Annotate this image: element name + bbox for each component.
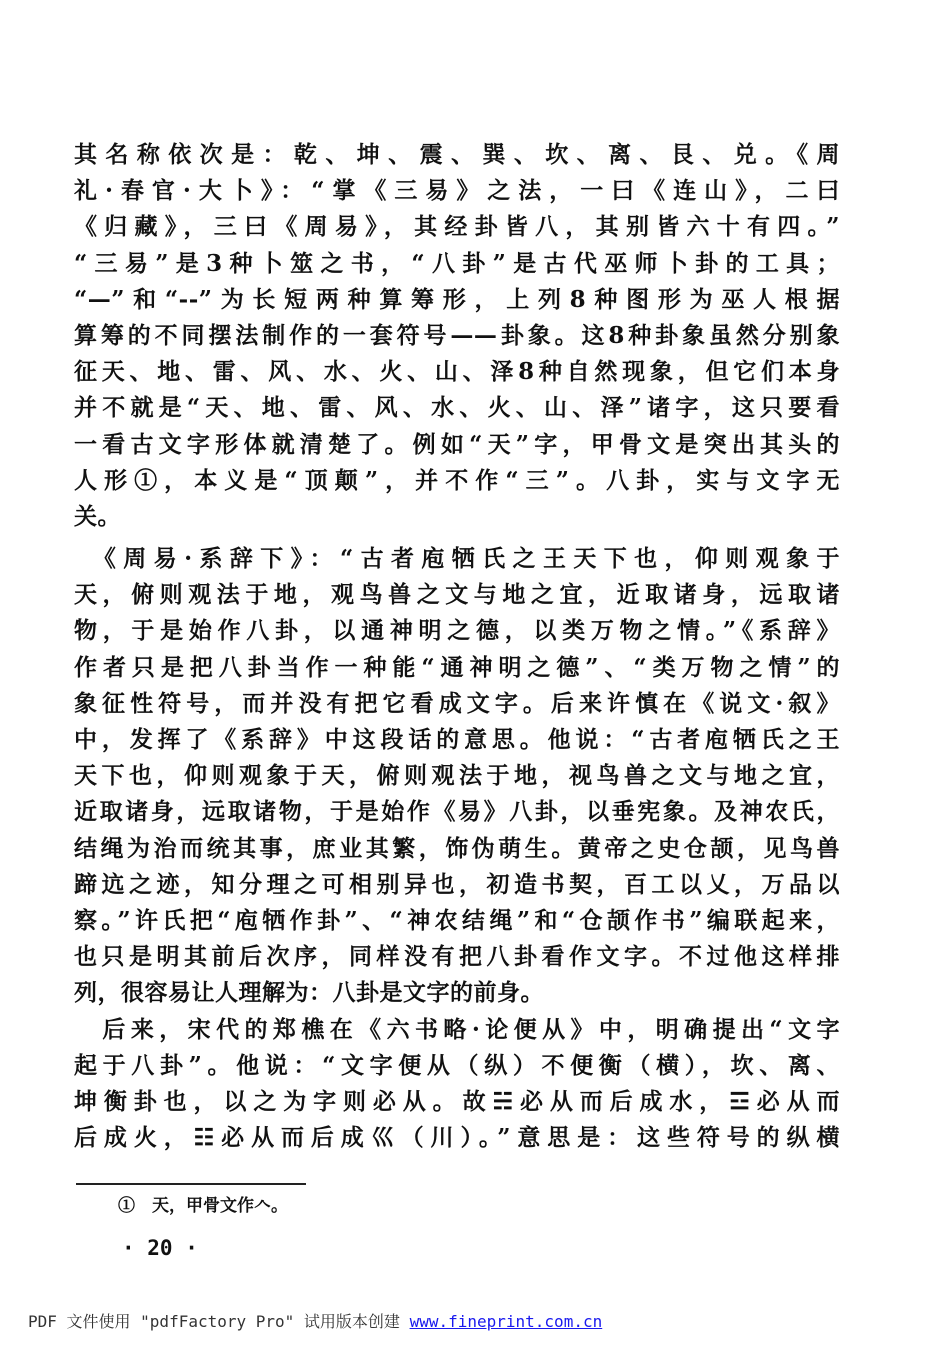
watermark-text: PDF 文件使用 "pdfFactory Pro" 试用版本创建 (28, 1312, 410, 1331)
paragraph-3 (74, 1012, 840, 1157)
text-line: 礼·春官·大卜》：“掌《三易》之法，一曰《连山》，二曰 (74, 177, 840, 205)
page-body (74, 137, 840, 1156)
text-line: 也只是明其前后次序，同样没有把八卦看作文字。不过他这样排 (74, 943, 840, 971)
text-line: 列，很容易让人理解为：八卦是文字的前身。 (74, 979, 544, 1007)
text-line: 《周易·系辞下》：“古者庖牺氏之王天下也，仰则观象于 (74, 545, 840, 573)
text-line: 起于八卦”。他说：“文字便从（纵）不便衡（横），坎、离、 (74, 1051, 840, 1079)
text-line: 察。”许氏把“庖牺作卦”、“神农结绳”和“仓颉作书”编联起来， (74, 906, 840, 934)
text-line: 天，俯则观法于地，观鸟兽之文与地之宜，近取诸身，远取诸 (74, 581, 840, 609)
text-line: 关。 (74, 502, 121, 530)
text-line: 结绳为治而统其事，庶业其繁，饰伪萌生。黄帝之史仓颉，见鸟兽 (74, 834, 840, 862)
paragraph-2 (74, 541, 840, 1011)
page-number: · 20 · (122, 1236, 198, 1260)
text-line: 作者只是把八卦当作一种能“通神明之德”、“类万物之情”的 (74, 653, 840, 681)
watermark-link[interactable]: www.fineprint.com.cn (409, 1312, 603, 1331)
text-line: 算筹的不同摆法制作的一套符号——卦象。这8种卦象虽然分别象 (74, 321, 840, 349)
text-line: 一看古文字形体就清楚了。例如“天”字，甲骨文是突出其头的 (74, 430, 840, 458)
text-line: 《归藏》，三曰《周易》，其经卦皆八，其别皆六十有四。” (74, 213, 840, 241)
text-line: 天下也，仰则观象于天，俯则观法于地，视鸟兽之文与地之宜， (74, 762, 840, 790)
text-line: “—”和“--”为长短两种算筹形，上列8种图形为巫人根据 (74, 285, 840, 313)
text-line: 蹄迒之迹，知分理之可相别异也，初造书契，百工以乂，万品以 (74, 870, 840, 898)
text-line: 后来，宋代的郑樵在《六书略·论便从》中，明确提出“文字 (74, 1015, 840, 1043)
text-line: 并不就是“天、地、雷、风、水、火、山、泽”诸字，这只要看 (74, 394, 840, 422)
text-line: “三易”是3种卜筮之书，“八卦”是古代巫师卜卦的工具； (74, 249, 840, 277)
text-line: 中，发挥了《系辞》中这段话的意思。他说：“古者庖牺氏之王 (74, 726, 840, 753)
text-line: 近取诸身，远取诸物，于是始作《易》八卦，以垂宪象。及神农氏， (74, 798, 840, 826)
text-line: 物，于是始作八卦，以通神明之德，以类万物之情。”《系辞》 (74, 617, 840, 645)
paragraph-1 (74, 137, 840, 535)
footnote: ① 天，甲骨文作𠆢。 (118, 1196, 288, 1216)
text-line: 征天、地、雷、风、水、火、山、泽8种自然现象，但它们本身 (74, 358, 840, 386)
pdf-watermark (28, 1309, 602, 1332)
text-line: 象征性符号，而并没有把它看成文字。后来许慎在《说文·叙》 (74, 689, 840, 717)
text-line: 坤衡卦也，以之为字则必从。故☵必从而后成水，☲必从而 (74, 1087, 840, 1115)
footnote-divider (76, 1183, 306, 1185)
text-line: 其名称依次是：乾、坤、震、巽、坎、离、艮、兑。《周 (74, 141, 840, 168)
text-line: 后成火，☷必从而后成巛（川）。”意思是：这些符号的纵横 (74, 1124, 840, 1152)
text-line: 人形①，本义是“顶颠”，并不作“三”。八卦，实与文字无 (74, 466, 840, 494)
